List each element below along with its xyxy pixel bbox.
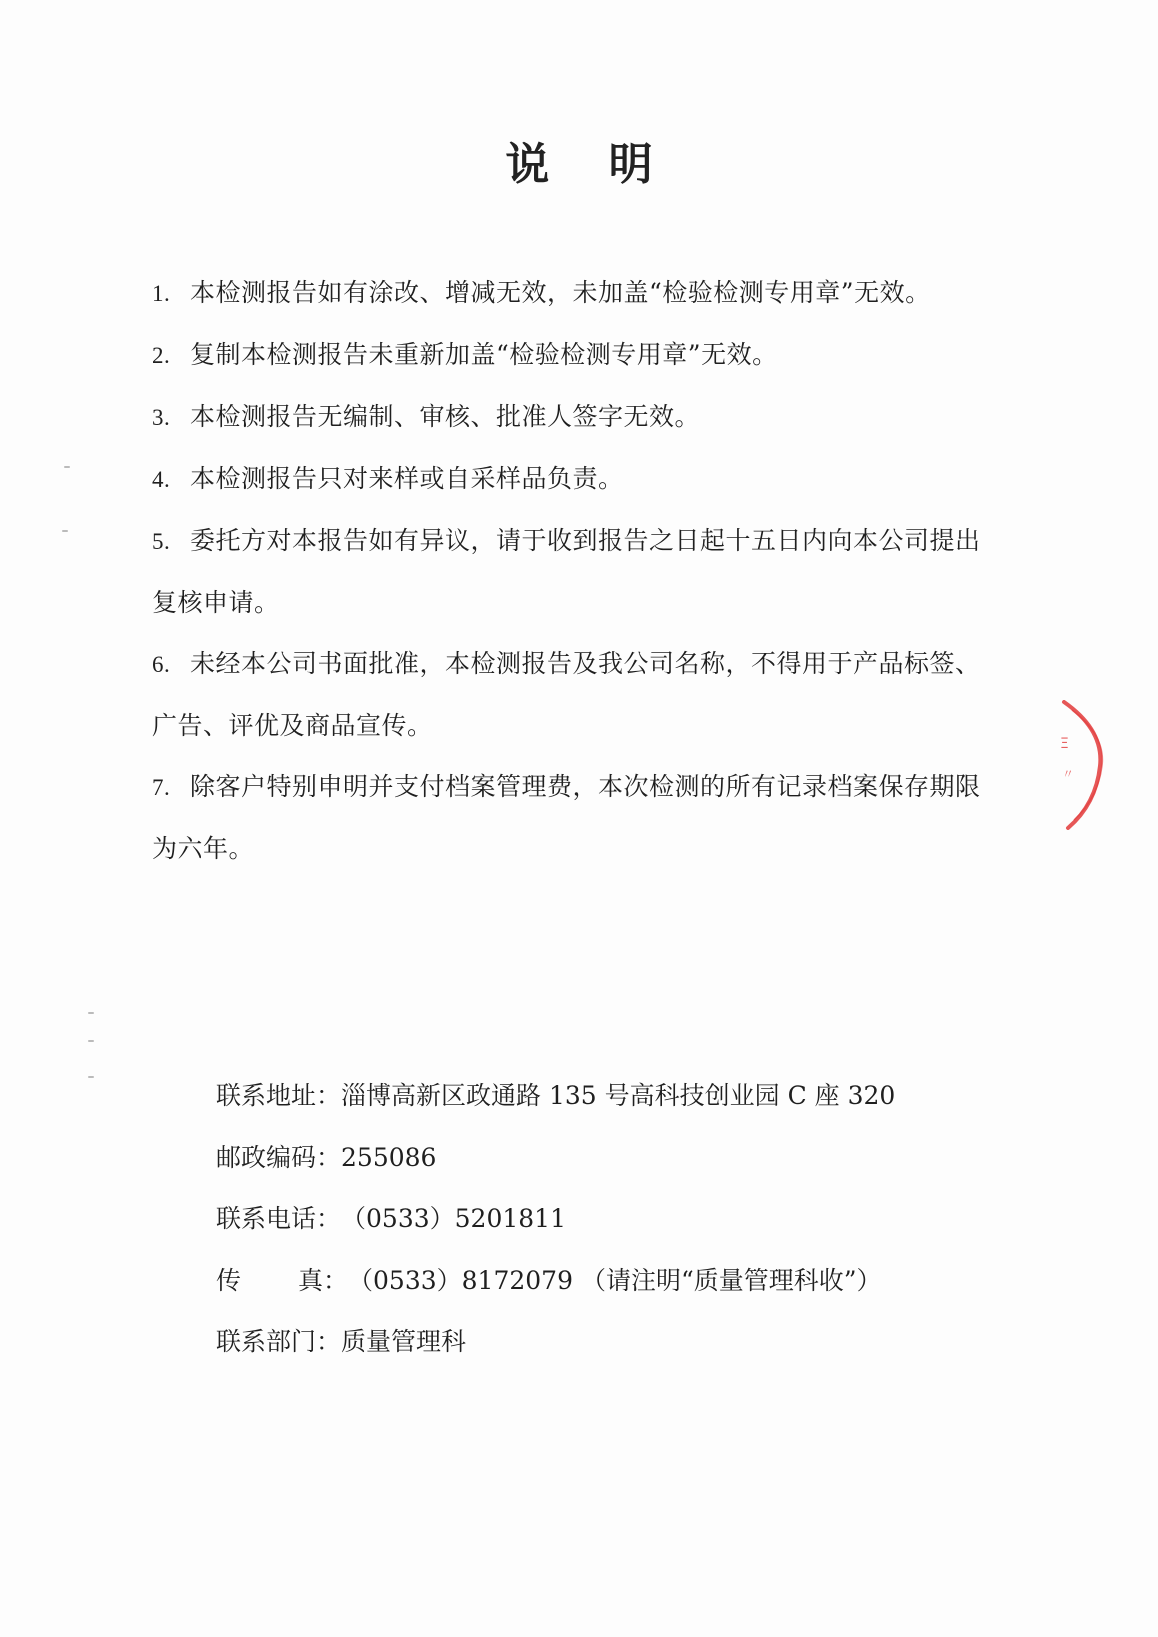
note-text: 本检测报告如有涂改、增减无效，未加盖“检验检测专用章”无效。 xyxy=(190,278,931,307)
scan-speck xyxy=(88,1012,94,1014)
fax-label-second: 真： xyxy=(298,1265,349,1295)
scan-speck xyxy=(88,1076,94,1078)
seal-stamp-edge xyxy=(1060,700,1106,830)
note-number: 3. xyxy=(152,405,171,430)
note-item-5-continued xyxy=(152,572,1052,633)
note-number: 5. xyxy=(152,529,171,554)
svg-text:〃: 〃 xyxy=(1062,767,1075,781)
note-text-continued: 复核申请。 xyxy=(152,588,280,617)
postcode-label: 邮政编码： xyxy=(216,1142,342,1172)
note-item-7 xyxy=(152,756,1052,818)
scan-speck xyxy=(88,1040,94,1042)
contact-address-row xyxy=(216,1065,1016,1127)
note-item-3 xyxy=(152,386,1052,448)
note-text: 本检测报告无编制、审核、批准人签字无效。 xyxy=(190,402,701,431)
note-item-4 xyxy=(152,448,1052,510)
department-label: 联系部门： xyxy=(216,1327,342,1356)
contact-phone-row xyxy=(216,1188,1016,1250)
postcode-value: 255086 xyxy=(341,1142,437,1172)
notes-list xyxy=(152,262,1052,879)
note-number: 6. xyxy=(152,652,171,677)
note-number: 2. xyxy=(152,343,171,368)
contact-postcode-row xyxy=(216,1127,1016,1189)
page-title: 说 明 xyxy=(505,139,675,190)
note-item-6 xyxy=(152,633,1052,695)
note-item-5 xyxy=(152,510,1052,572)
address-label: 联系地址： xyxy=(216,1081,342,1110)
note-text-continued: 为六年。 xyxy=(152,834,255,863)
note-item-6-continued xyxy=(152,695,1052,756)
fax-label-first: 传 xyxy=(216,1265,242,1295)
note-item-1 xyxy=(152,262,1052,324)
phone-value: （0533）5201811 xyxy=(341,1204,566,1233)
contact-fax-row xyxy=(216,1250,1016,1312)
note-number: 7. xyxy=(152,775,171,800)
note-item-7-continued xyxy=(152,818,1052,879)
note-text: 本检测报告只对来样或自采样品负责。 xyxy=(190,464,624,493)
contact-department-row xyxy=(216,1311,1016,1373)
phone-label: 联系电话： xyxy=(216,1204,342,1233)
note-text: 委托方对本报告如有异议，请于收到报告之日起十五日内向本公司提出 xyxy=(190,526,981,555)
note-number: 1. xyxy=(152,281,171,306)
department-value: 质量管理科 xyxy=(341,1327,467,1356)
scan-speck xyxy=(62,530,68,532)
note-item-2 xyxy=(152,324,1052,386)
address-value: 淄博高新区政通路 135 号高科技创业园 C 座 320 xyxy=(341,1081,896,1110)
scan-speck xyxy=(64,466,70,468)
note-text: 除客户特别申明并支付档案管理费，本次检测的所有记录档案保存期限 xyxy=(190,772,981,801)
contact-info xyxy=(216,1065,1016,1373)
svg-text:Ξ: Ξ xyxy=(1060,736,1069,752)
note-number: 4. xyxy=(152,467,171,492)
fax-value: （0533）8172079 （请注明“质量管理科收”） xyxy=(348,1265,882,1295)
note-text-continued: 广告、评优及商品宣传。 xyxy=(152,711,433,740)
note-text: 复制本检测报告未重新加盖“检验检测专用章”无效。 xyxy=(190,340,778,369)
note-text: 未经本公司书面批准，本检测报告及我公司名称，不得用于产品标签、 xyxy=(190,649,981,678)
